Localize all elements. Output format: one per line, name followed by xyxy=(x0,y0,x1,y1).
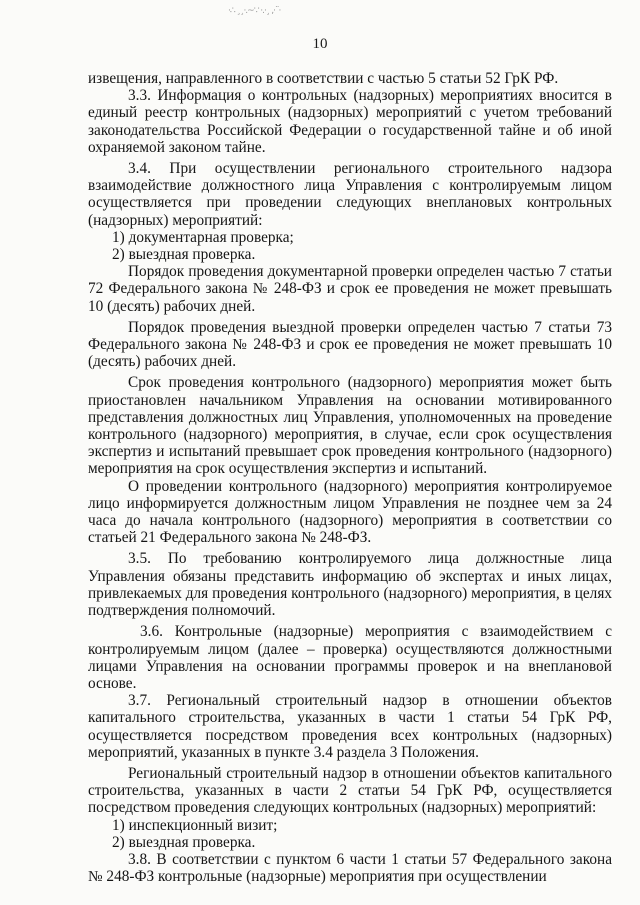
list-item: 1) документарная проверка; xyxy=(112,228,294,246)
list-item: 1) инспекционный визит; xyxy=(112,816,278,834)
list-item: 2) выездная проверка. xyxy=(112,833,256,851)
paragraph: 3.5. По требованию контролируемого лица должностные лица Управления обязаны представить информацию об экспертах и иных лицах, привлекаемых для проведения контрольного (надзорного) мероприятия, в целях подтверждения полномочий. xyxy=(88,550,612,620)
paragraph: 3.8. В соответствии с пунктом 6 части 1 статьи 57 Федерального закона № 248-ФЗ контрольные (надзорные) мероприятия при осуществлении xyxy=(88,850,612,886)
paragraph: 3.4. При осуществлении регионального строительного надзора взаимодействие должностного лица Управления с контролируемым лицом осуществляется при проведении следующих внеплановых контрольных (надзорных) мероприятий: xyxy=(88,160,612,229)
paragraph: 3.3. Информация о контрольных (надзорных) мероприятиях вносится в единый реестр контрольных (надзорных) мероприятий с учетом требований законодательства Российской Федерации о государственной тайне и об иной охраняемой законом тайне. xyxy=(88,87,612,156)
list-item: 2) выездная проверка. xyxy=(112,246,256,264)
paragraph: 3.7. Региональный строительный надзор в отношении объектов капитального строительства, указанных в части 1 статьи 54 ГрК РФ, осуществляется посредством проведения всех контрольных (надзорных) мероприятий, указанных в пункте 3.4 раздела 3 Положения. xyxy=(88,692,612,761)
document-body xyxy=(88,70,612,885)
paragraph: 3.6. Контрольные (надзорные) мероприятия с взаимодействием с контролируемым лицом (далее – проверка) осуществляются должностными лицами Управления на основании программы проверок и на внеплановой основе. xyxy=(88,623,612,692)
paragraph: Срок проведения контрольного (надзорного) мероприятия может быть приостановлен начальником Управления на основании мотивированного представления должностных лиц Управления, уполномоченных на проведение контрольного (надзорного) мероприятия, в случае, если срок осуществления экспертиз и испытаний превышает срок проведения контрольного (надзорного) мероприятия на срок осуществления экспертиз и испытаний. xyxy=(88,374,612,478)
scan-artifact: ·∴ ¸¸·.~∵ ·.·¸ ,·¨· xyxy=(228,6,281,16)
paragraph: Порядок проведения выездной проверки определен частью 7 статьи 73 Федерального закона № 248-ФЗ и срок ее проведения не может превышать 10 (десять) рабочих дней. xyxy=(88,318,612,371)
page-number: 10 xyxy=(312,36,328,52)
paragraph: О проведении контрольного (надзорного) мероприятия контролируемое лицо информируется должностным лицом Управления не позднее чем за 24 часа до начала контрольного (надзорного) мероприятия в соответствии со статьей 21 Федерального закона № 248-ФЗ. xyxy=(88,477,612,547)
paragraph: извещения, направленного в соответствии с частью 5 статьи 52 ГрК РФ. xyxy=(88,70,559,87)
paragraph: Порядок проведения документарной проверки определен частью 7 статьи 72 Федерального закона № 248-ФЗ и срок ее проведения не может превышать 10 (десять) рабочих дней. xyxy=(88,263,612,315)
paragraph: Региональный строительный надзор в отношении объектов капитального строительства, указанных в части 2 статьи 54 ГрК РФ, осуществляется посредством проведения следующих контрольных (надзорных) мероприятий: xyxy=(88,764,612,817)
